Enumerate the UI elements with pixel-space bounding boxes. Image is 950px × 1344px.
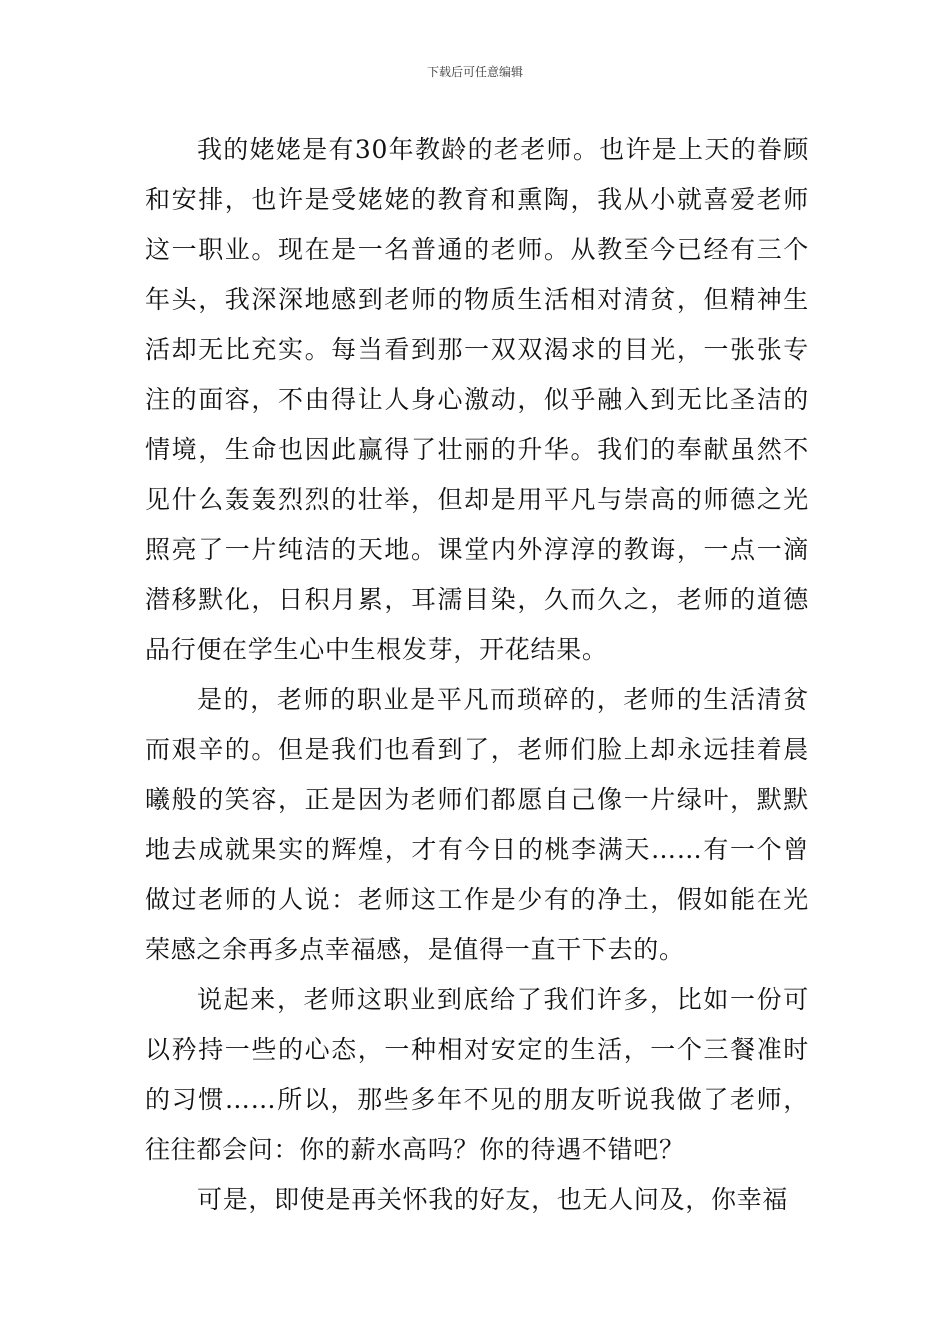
paragraph-3: 说起来，老师这职业到底给了我们许多，比如一份可以矜持一些的心态，一种相对安定的生活，一个三餐准时的习惯……所以，那些多年不见的朋友听说我做了老师，往往都会问：你的薪水高吗？你的待遇不错吧？ [145, 985, 809, 1164]
page-header: 下载后可任意编辑 [426, 65, 523, 79]
paragraph-1: 我的姥姥是有30年教龄的老老师。也许是上天的眷顾和安排，也许是受姥姥的教育和熏陶，我从小就喜爱老师这一职业。现在是一名普通的老师。从教至今已经有三个年头，我深深地感到老师的物质生活相对清贫，但精神生活却无比充实。每当看到那一双双渴求的目光，一张张专注的面容，不由得让人身心激动，似乎融入到无比圣洁的情境，生命也因此赢得了壮丽的升华。我们的奉献虽然不见什么轰轰烈烈的壮举，但却是用平凡与崇高的师德之光照亮了一片纯洁的天地。课堂内外淳淳的教诲，一点一滴潜移默化，日积月累，耳濡目染，久而久之，老师的道德品行便在学生心中生根发芽，开花结果。 [145, 135, 809, 664]
paragraph-2: 是的，老师的职业是平凡而琐碎的，老师的生活清贫而艰辛的。但是我们也看到了，老师们脸上却永远挂着晨曦般的笑容，正是因为老师们都愿自己像一片绿叶，默默地去成就果实的辉煌，才有今日的桃李满天……有一个曾做过老师的人说：老师这工作是少有的净土，假如能在光荣感之余再多点幸福感，是值得一直干下去的。 [145, 685, 809, 964]
document-body [145, 125, 809, 1225]
paragraph-4: 可是，即使是再关怀我的好友，也无人问及，你幸福 [197, 1185, 789, 1214]
